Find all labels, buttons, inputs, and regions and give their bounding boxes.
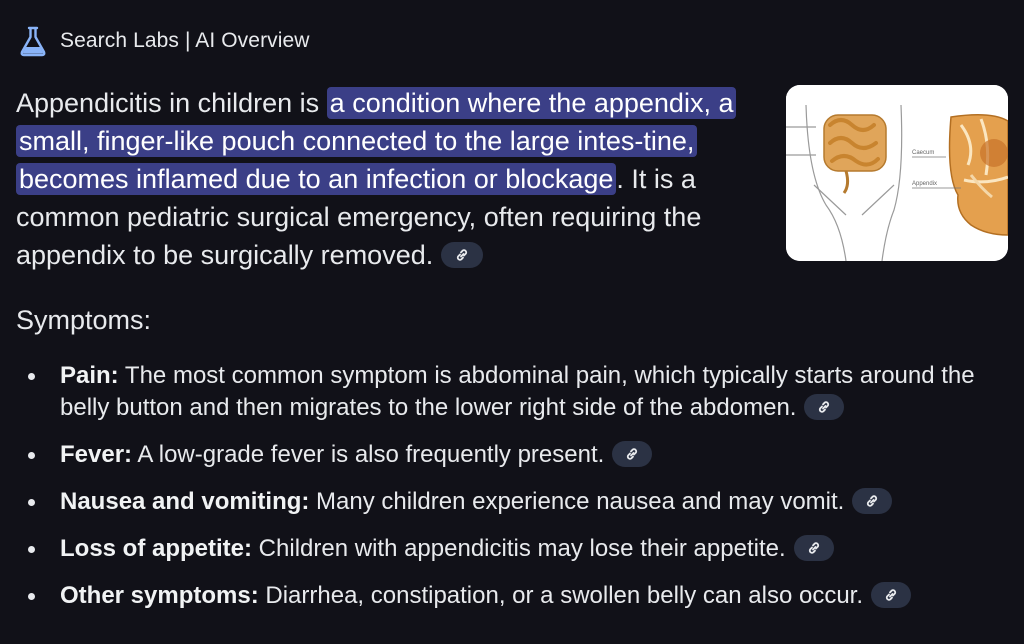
source-link-button[interactable]: [612, 441, 652, 467]
link-icon: [864, 493, 880, 509]
appendix-label: Appendix: [912, 181, 938, 187]
link-icon: [454, 247, 470, 263]
caecum-label: Caecum: [912, 150, 935, 156]
source-link-button[interactable]: [794, 535, 834, 561]
list-item: [20, 533, 1010, 565]
symptom-term: Other symptoms:: [60, 582, 259, 609]
symptom-term: Fever:: [60, 441, 133, 468]
symptom-text: Diarrhea, constipation, or a swollen belly can also occur.: [258, 582, 864, 609]
link-icon: [883, 587, 899, 603]
symptom-term: Pain:: [60, 362, 119, 389]
source-link-button[interactable]: [804, 394, 844, 420]
bullet: [28, 546, 35, 553]
anatomy-illustration: [786, 85, 1008, 261]
symptom-term: Nausea and vomiting:: [60, 488, 310, 515]
flask-icon: [18, 25, 48, 57]
list-item: [20, 439, 1010, 471]
source-link-button[interactable]: [441, 242, 483, 268]
list-item: [20, 580, 1010, 612]
symptoms-heading: Symptoms:: [16, 305, 152, 335]
symptoms-list: [20, 360, 1010, 627]
bullet: [28, 373, 35, 380]
header-title: Search Labs | AI Overview: [60, 29, 310, 52]
intro-prefix: Appendicitis in children is: [16, 88, 327, 118]
highlighted-definition[interactable]: a condition where the appendix, a small, finger-like pouch connected to the large intes-tine, becomes inflamed due to an infection or blockage: [16, 87, 736, 195]
overview-summary: [16, 84, 786, 274]
appendix-diagram-thumbnail[interactable]: [786, 85, 1008, 261]
link-icon: [624, 446, 640, 462]
list-item: [20, 360, 1010, 424]
source-link-button[interactable]: [871, 582, 911, 608]
symptom-text: The most common symptom is abdominal pain, which typically starts around the belly button and then migrates to the lower right side of the abdomen.: [60, 362, 975, 421]
link-icon: [816, 399, 832, 415]
symptom-text: A low-grade fever is also frequently present.: [132, 441, 605, 468]
bullet: [28, 593, 35, 600]
symptom-text: Children with appendicitis may lose their appetite.: [252, 535, 786, 562]
link-icon: [806, 540, 822, 556]
intro-suffix: . It is a common pediatric surgical emergency, often requiring the appendix to be surgically removed.: [16, 164, 702, 270]
bullet: [28, 499, 35, 506]
symptom-text: Many children experience nausea and may vomit.: [309, 488, 845, 515]
list-item: [20, 486, 1010, 518]
bullet: [28, 452, 35, 459]
symptom-term: Loss of appetite:: [60, 535, 253, 562]
ai-overview-header: [18, 24, 310, 58]
source-link-button[interactable]: [852, 488, 892, 514]
